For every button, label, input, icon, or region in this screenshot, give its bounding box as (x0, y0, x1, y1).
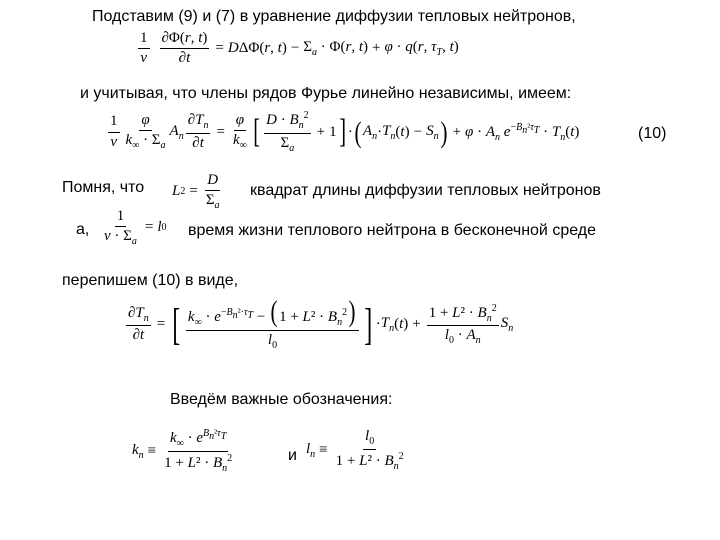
intro-line: Подставим (9) и (7) в уравнение диффузии тепловых нейтронов, (92, 8, 576, 25)
linear-independence-line: и учитывая, что члены рядов Фурье линейно независимы, имеем: (80, 85, 572, 102)
diffusion-equation: $\frac{1}{v}$ $\frac{\partial\Phi(r, t)}{\partial t}$ = DΔΦ(r, t) − $\Sigma_a \cdot \Phi(r$, t) + φ · q(r, $\tau_T$, t) (140, 30, 459, 67)
ln-definition: $l_n$ ≡ $\frac{l_0}{1 + L^2 \cdot B_n^2}$ (306, 428, 404, 472)
kn-definition: $k_n$ ≡ $\frac{k_\infty \cdot e^{B_n^2\tau_T}}{1 + L^2 \cdot B_n^2}$ (132, 428, 233, 474)
and-label: а, (76, 221, 90, 238)
and-word: и (288, 447, 297, 464)
equation-number: (10) (638, 125, 667, 142)
lifetime-description: время жизни теплового нейтрона в бесконечной среде (188, 222, 596, 239)
diffusion-length-definition: L 2 = $\frac{D}{\Sigma_a}$ (172, 172, 220, 212)
remember-label: Помня, что (62, 179, 145, 196)
equation-10: $\frac{1}{v}$ $\frac{\varphi}{k_\infty \cdot \Sigma_a}$ $A_n$ $\frac{\partial T_n}{\partial t}$ = $\frac{\varphi}{k_\infty}$ [ $\frac{D \cdot B_n^2}{\Sigma_a}$ + 1 ] · ( $A_n$ · $T_n$ ( t ) − $S_n$ ) + $\varphi \cdot A_n$ $e^{-B_n^2\tau_T} \cdot T_n(t)$ (110, 110, 580, 154)
diffusion-length-description: квадрат длины диффузии тепловых нейтронов (250, 182, 601, 199)
rewritten-equation: $\frac{\partial T_n}{\partial t}$ = [ $\frac{k_\infty \cdot e^{-B_n^2\cdot\tau_T} - ( 1 + L^2 \cdot B_n^2)}{l_0}$ ] · $T_n$ ( t ) + $\frac{1 + L^2 \cdot B_n^2}{l_0 \cdot A_n}$ $S_n$ (128, 295, 514, 351)
rewrite-line: перепишем (10) в виде, (62, 272, 239, 289)
notation-heading: Введём важные обозначения: (170, 391, 393, 408)
lifetime-definition: $\frac{1}{v \cdot \Sigma_a}$ = l 0 (104, 208, 167, 248)
